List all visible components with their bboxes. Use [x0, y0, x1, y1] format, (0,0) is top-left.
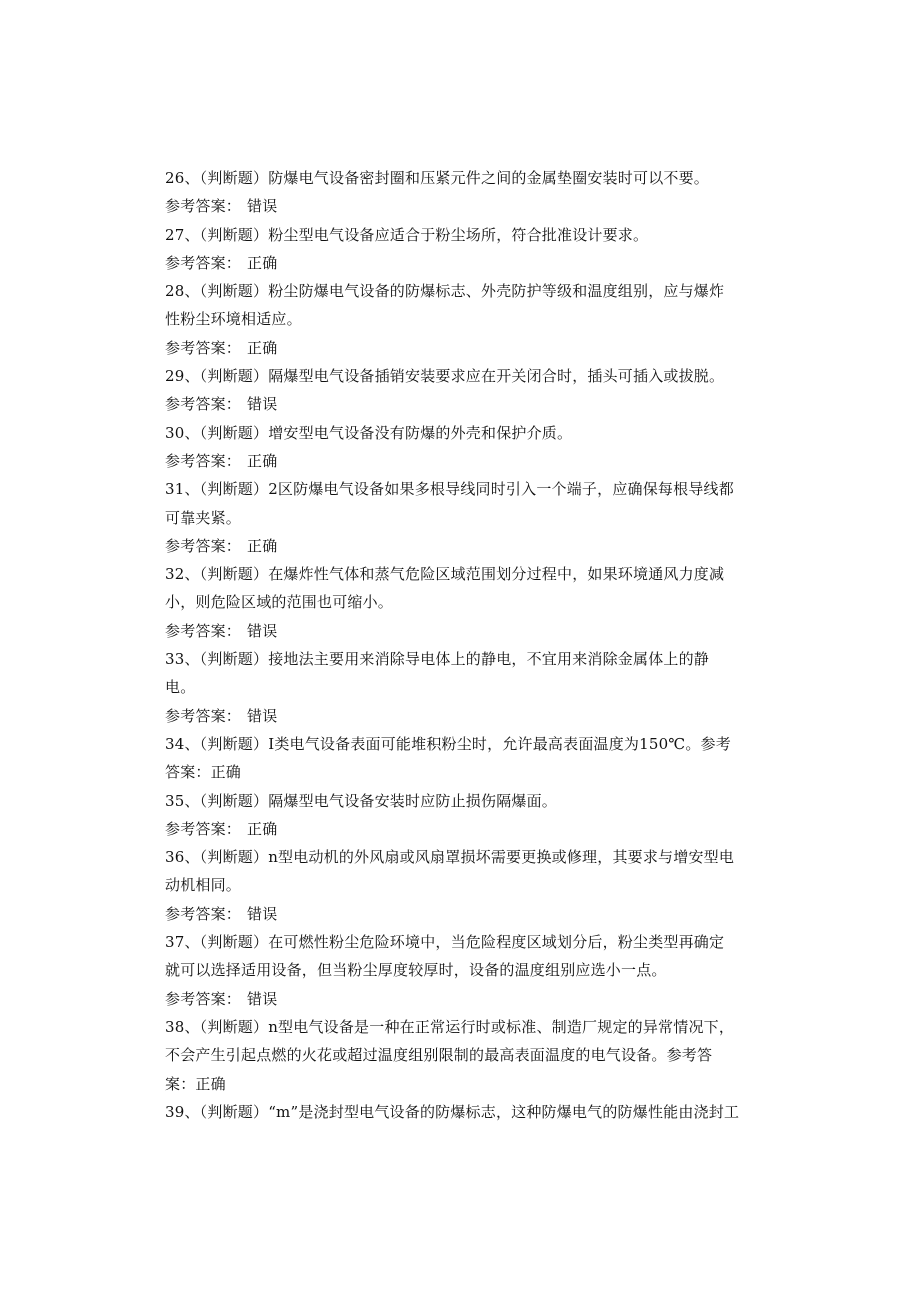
- answer-value: 错误: [247, 904, 278, 923]
- answer-line: [165, 447, 750, 475]
- question-text: 35、（判断题）隔爆型电气设备安装时应防止损伤隔爆面。: [165, 791, 557, 810]
- answer-label: 参考答案：: [165, 989, 242, 1008]
- answer-value: 错误: [247, 395, 278, 414]
- answer-line: [165, 532, 750, 560]
- question-text: 不会产生引起点燃的火花或超过温度组别限制的最高表面温度的电气设备。参考答: [165, 1046, 713, 1065]
- answer-label: 参考答案：: [165, 621, 242, 640]
- answer-line: [165, 334, 750, 362]
- answer-line: [165, 192, 750, 220]
- question-text: 性粉尘环境相适应。: [165, 310, 302, 329]
- answer-value: 错误: [247, 989, 278, 1008]
- answer-value: 正确: [247, 338, 278, 357]
- question-text: 小，则危险区域的范围也可缩小。: [165, 593, 394, 612]
- question-text: 可靠夹紧。: [165, 508, 242, 527]
- question-text: 动机相同。: [165, 876, 242, 895]
- answer-line: [165, 900, 750, 928]
- answer-label: 参考答案：: [165, 536, 242, 555]
- answer-label: 参考答案：: [165, 819, 242, 838]
- answer-line: [165, 617, 750, 645]
- answer-label: 参考答案：: [165, 197, 242, 216]
- question-text: 38、（判断题）n型电气设备是一种在正常运行时或标准、制造厂规定的异常情况下，: [165, 1017, 735, 1036]
- question-text: 32、（判断题）在爆炸性气体和蒸气危险区域范围划分过程中，如果环境通风力度减: [165, 565, 725, 584]
- question-text: 29、（判断题）隔爆型电气设备插销安装要求应在开关闭合时，插头可插入或拔脱。: [165, 367, 725, 386]
- question-text: 33、（判断题）接地法主要用来消除导电体上的静电，不宜用来消除金属体上的静: [165, 650, 709, 669]
- answer-value: 正确: [247, 536, 278, 555]
- question-text: 34、（判断题）I类电气设备表面可能堆积粉尘时，允许最高表面温度为150℃。参考: [165, 734, 731, 753]
- answer-label: 参考答案：: [165, 451, 242, 470]
- answer-label: 参考答案：: [165, 706, 242, 725]
- question-text: 26、（判断题）防爆电气设备密封圈和压紧元件之间的金属垫圈安装时可以不要。: [165, 169, 709, 187]
- question-list: [165, 164, 750, 1126]
- answer-line: [165, 702, 750, 730]
- question-text: 电。: [165, 678, 196, 697]
- answer-value: 错误: [247, 621, 278, 640]
- question-text: 31、（判断题）2区防爆电气设备如果多根导线同时引入一个端子，应确保每根导线都: [165, 480, 734, 499]
- answer-value: 错误: [247, 197, 278, 216]
- question-text: 36、（判断题）n型电动机的外风扇或风扇罩损坏需要更换或修理，其要求与增安型电: [165, 848, 735, 867]
- answer-line: [165, 249, 750, 277]
- question-text: 39、（判断题）“m”是浇封型电气设备的防爆标志，这种防爆电气的防爆性能由浇封工: [165, 1102, 740, 1121]
- answer-value: 正确: [247, 451, 278, 470]
- answer-line: [165, 815, 750, 843]
- answer-value: 错误: [247, 706, 278, 725]
- question-text: 案：正确: [165, 1074, 226, 1093]
- answer-line: [165, 390, 750, 418]
- answer-label: 参考答案：: [165, 253, 242, 272]
- answer-label: 参考答案：: [165, 338, 242, 357]
- answer-line: [165, 985, 750, 1013]
- answer-value: 正确: [247, 819, 278, 838]
- question-text: 37、（判断题）在可燃性粉尘危险环境中，当危险程度区域划分后，粉尘类型再确定: [165, 933, 725, 952]
- question-text: 30、（判断题）增安型电气设备没有防爆的外壳和保护介质。: [165, 423, 573, 442]
- question-text: 就可以选择适用设备，但当粉尘厚度较厚时，设备的温度组别应选小一点。: [165, 961, 667, 980]
- question-text: 27、（判断题）粉尘型电气设备应适合于粉尘场所，符合批准设计要求。: [165, 225, 649, 244]
- question-text: 28、（判断题）粉尘防爆电气设备的防爆标志、外壳防护等级和温度组别，应与爆炸: [165, 282, 725, 301]
- answer-value: 正确: [247, 253, 278, 272]
- question-text: 答案：正确: [165, 763, 242, 782]
- answer-label: 参考答案：: [165, 395, 242, 414]
- answer-label: 参考答案：: [165, 904, 242, 923]
